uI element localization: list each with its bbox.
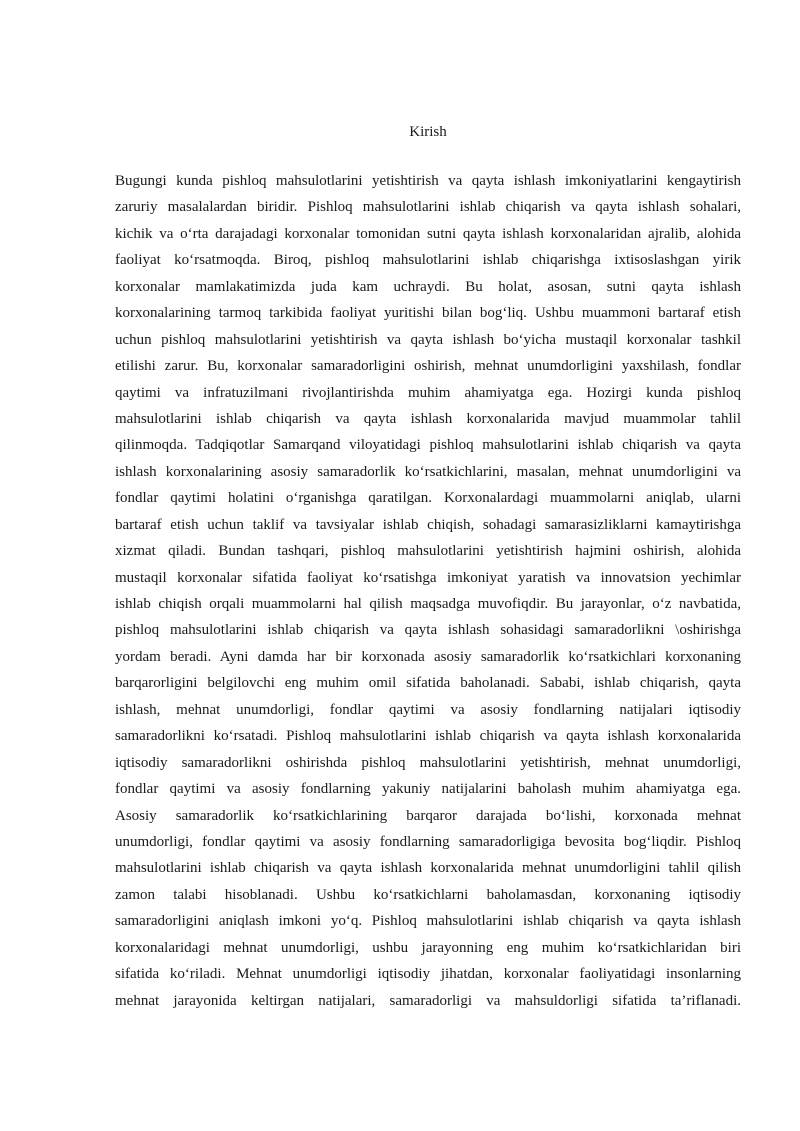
text-line: zamon talabi hisoblanadi. Ushbu ko‘rsatkichlarni baholamasdan, korxonaning iqtisodiy	[115, 886, 741, 903]
text-line: mehnat jarayonida keltirgan natijalari, samaradorligi va mahsuldorligi sifatida ta’riflanadi.	[115, 992, 741, 1009]
text-line: qilinmoqda. Tadqiqotlar Samarqand viloyatidagi pishloq mahsulotlarini ishlab chiqarish va qayta	[115, 437, 741, 454]
text-line: mustaqil korxonalar sifatida faoliyat ko‘rsatishga imkoniyat yaratish va innovatsion yechimlar	[115, 569, 741, 586]
text-line: fondlar qaytimi va asosiy fondlarning yakuniy natijalarini baholash muhim ahamiyatga ega.	[115, 781, 741, 798]
body-paragraph	[115, 168, 741, 1014]
text-line: fondlar qaytimi holatini o‘rganishga qaratilgan. Korxonalardagi muammolarni aniqlab, ularni	[115, 490, 741, 507]
page-title: Kirish	[409, 124, 447, 140]
text-line: etilishi zarur. Bu, korxonalar samaradorligini oshirish, mehnat unumdorligini yaxshilash, fondlar	[115, 358, 741, 375]
text-line: qaytimi va infratuzilmani rivojlantirishda muhim ahamiyatga ega. Hozirgi kunda pishloq	[115, 384, 741, 401]
text-line: bartaraf etish uchun taklif va tavsiyalar ishlab chiqish, sohadagi samarasizliklarni kamaytirishga	[115, 516, 741, 533]
text-line: Asosiy samaradorlik ko‘rsatkichlarining barqaror darajada bo‘lishi, korxonada mehnat	[115, 807, 741, 824]
text-line: barqarorligini belgilovchi eng muhim omil sifatida baholanadi. Sababi, ishlab chiqarish, qayta	[115, 675, 741, 692]
text-line: korxonalaridagi mehnat unumdorligi, ushbu jarayonning eng muhim ko‘rsatkichlaridan biri	[115, 939, 741, 956]
text-line: yordam beradi. Ayni damda har bir korxonada asosiy samaradorlik ko‘rsatkichlari korxonaning	[115, 648, 741, 665]
text-line: sifatida ko‘riladi. Mehnat unumdorligi iqtisodiy jihatdan, korxonalar faoliyatidagi insonlarning	[115, 966, 741, 983]
text-line: korxonalarining tarmoq tarkibida faoliyat yuritishi bilan bog‘liq. Ushbu muammoni bartaraf etish	[115, 305, 741, 322]
text-line: iqtisodiy samaradorlikni oshirishda pishloq mahsulotlarini yetishtirish, mehnat unumdorligi,	[115, 754, 741, 771]
text-line: samaradorlikni ko‘rsatadi. Pishloq mahsulotlarini ishlab chiqarish va qayta ishlash korxonalarida	[115, 728, 741, 745]
text-line: faoliyat ko‘rsatmoqda. Biroq, pishloq mahsulotlarini ishlab chiqarishga ixtisoslashgan yirik	[115, 252, 741, 269]
text-line: kichik va o‘rta darajadagi korxonalar tomonidan sutni qayta ishlash korxonalaridan ajralib, alohida	[115, 225, 741, 242]
text-line: ishlash korxonalarining asosiy samaradorlik ko‘rsatkichlarini, masalan, mehnat unumdorligini va	[115, 463, 741, 480]
text-line: unumdorligi, fondlar qaytimi va asosiy fondlarning samaradorligiga bevosita bog‘liqdir. Pishloq	[115, 833, 741, 850]
text-line: xizmat qiladi. Bundan tashqari, pishloq mahsulotlarini yetishtirish hajmini oshirish, alohida	[115, 543, 741, 560]
text-line: pishloq mahsulotlarini ishlab chiqarish va qayta ishlash sohasidagi samaradorlikni \oshirishga	[115, 622, 741, 639]
text-line: mahsulotlarini ishlab chiqarish va qayta ishlash korxonalarida mehnat unumdorligini tahlil qilish	[115, 860, 741, 877]
text-line: mahsulotlarini ishlab chiqarish va qayta ishlash korxonalarida mavjud muammolar tahlil	[115, 410, 741, 427]
text-line: korxonalar mamlakatimizda juda kam uchraydi. Bu holat, asosan, sutni qayta ishlash	[115, 278, 741, 295]
text-line: uchun pishloq mahsulotlarini yetishtirish va qayta ishlash bo‘yicha mustaqil korxonalar tashkil	[115, 331, 741, 348]
text-line: ishlash, mehnat unumdorligi, fondlar qaytimi va asosiy fondlarning natijalari iqtisodiy	[115, 701, 741, 718]
text-line: ishlab chiqish orqali muammolarni hal qilish maqsadga muvofiqdir. Bu jarayonlar, o‘z navbatida,	[115, 596, 741, 612]
text-line: zaruriy masalalardan biridir. Pishloq mahsulotlarini ishlab chiqarish va qayta ishlash sohalari,	[115, 199, 741, 216]
text-line: samaradorligini aniqlash imkoni yo‘q. Pishloq mahsulotlarini ishlab chiqarish va qayta ishlash	[115, 913, 741, 930]
text-line: Bugungi kunda pishloq mahsulotlarini yetishtirish va qayta ishlash imkoniyatlarini kengaytirish	[115, 173, 741, 189]
